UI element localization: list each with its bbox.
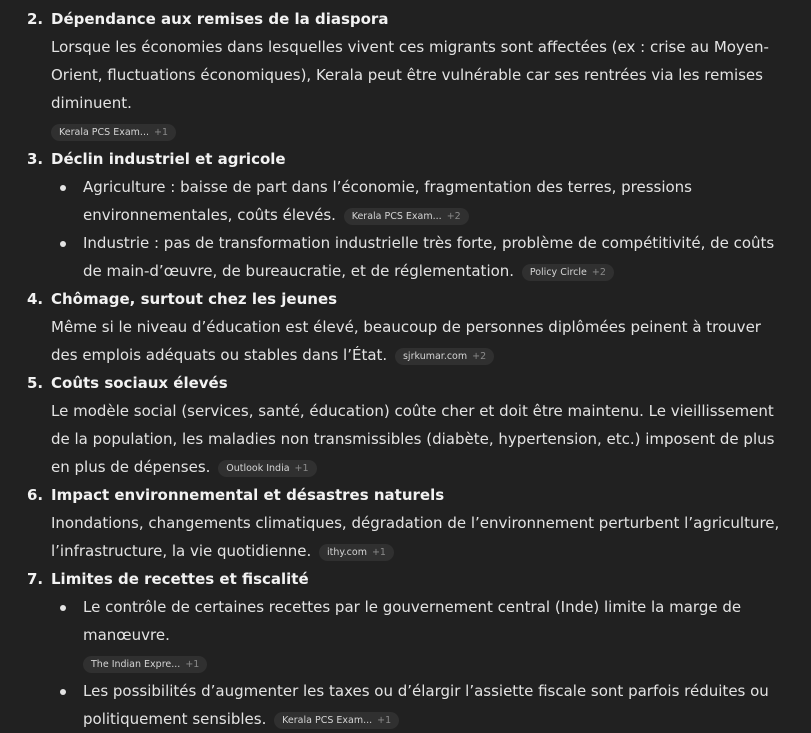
source-label: Kerala PCS Exam...	[59, 127, 149, 138]
list-item	[0, 565, 811, 733]
item-heading: Impact environnemental et désastres naturels	[51, 486, 445, 504]
list-item	[0, 145, 811, 285]
item-heading: Dépendance aux remises de la diaspora	[51, 10, 389, 28]
item-heading: Limites de recettes et fiscalité	[51, 570, 309, 588]
source-label: Policy Circle	[529, 267, 587, 278]
item-text: Le modèle social (services, santé, éducation) coûte cher et doit être maintenu. Le vieillissement de la population, les maladies non transmissibles (diabète, hypertension, etc.) imposent de plus en plus de dépenses. Outlook India +1	[51, 402, 775, 476]
bullet-text: Le contrôle de certaines recettes par le gouvernement central (Inde) limite la marge de manœuvre.	[83, 598, 742, 644]
bullet-list	[51, 593, 791, 733]
source-label: The Indian Expre...	[91, 659, 181, 670]
bullet-text: Les possibilités d’augmenter les taxes ou d’élargir l’assiette fiscale sont parfois réduites ou politiquement sensibles.	[83, 682, 769, 728]
bullet-list	[51, 173, 791, 285]
item-text: Même si le niveau d’éducation est élevé, beaucoup de personnes diplômées peinent à trouver des emplois adéquats ou stables dans l’État. sjrkumar.com +2	[51, 318, 761, 364]
bullet-dot	[60, 689, 66, 695]
item-number: 4.	[27, 290, 44, 308]
source-count: +1	[294, 463, 309, 474]
source-citation-pill[interactable]	[522, 264, 614, 281]
item-text: Inondations, changements climatiques, dégradation de l’environnement perturbent l’agriculture, l’infrastructure, la vie quotidienne. ithy.com +1	[51, 514, 780, 560]
item-number: 6.	[27, 486, 44, 504]
item-number: 7.	[27, 570, 44, 588]
source-count: +1	[153, 127, 168, 138]
bullet-item	[51, 677, 791, 733]
item-number: 2.	[27, 10, 44, 28]
list-item	[0, 481, 811, 565]
source-count: +2	[472, 351, 487, 362]
item-number: 3.	[27, 150, 44, 168]
source-label: Kerala PCS Exam...	[351, 211, 442, 222]
bullet-dot	[60, 241, 66, 247]
source-label: Kerala PCS Exam...	[282, 715, 373, 726]
source-citation-pill[interactable]	[51, 124, 176, 141]
source-citation-pill[interactable]	[395, 348, 494, 365]
bullet-text: Agriculture : baisse de part dans l’économie, fragmentation des terres, pressions environnementales, coûts élevés.	[83, 178, 692, 224]
list-item	[0, 5, 811, 145]
source-citation-pill[interactable]	[218, 460, 316, 477]
source-label: ithy.com	[327, 547, 367, 558]
source-label: sjrkumar.com	[402, 351, 468, 362]
item-number: 5.	[27, 374, 44, 392]
source-label: Outlook India	[226, 463, 290, 474]
source-count: +2	[446, 211, 461, 222]
source-citation-pill[interactable]	[274, 712, 399, 729]
item-heading: Déclin industriel et agricole	[51, 150, 286, 168]
source-row	[51, 117, 791, 145]
source-citation-pill[interactable]	[344, 208, 469, 225]
item-heading: Chômage, surtout chez les jeunes	[51, 290, 338, 308]
bullet-text: Industrie : pas de transformation industrielle très forte, problème de compétitivité, de coûts de main-d’œuvre, de bureaucratie, et de réglementation.	[83, 234, 775, 280]
bullet-dot	[60, 605, 66, 611]
source-count: +2	[591, 267, 606, 278]
bullet-item	[51, 593, 791, 677]
source-count: +1	[185, 659, 200, 670]
bullet-dot	[60, 185, 66, 191]
source-count: +1	[371, 547, 386, 558]
source-count: +1	[377, 715, 392, 726]
item-text: Lorsque les économies dans lesquelles vivent ces migrants sont affectées (ex : crise au Moyen-Orient, fluctuations économiques), Kerala peut être vulnérable car ses rentrées via les remises diminuent.	[51, 38, 769, 112]
source-citation-pill[interactable]	[319, 544, 394, 561]
item-heading: Coûts sociaux élevés	[51, 374, 228, 392]
source-citation-pill[interactable]	[83, 656, 207, 673]
list-item	[0, 285, 811, 369]
source-row	[83, 649, 791, 677]
list-item	[0, 369, 811, 481]
bullet-item	[51, 173, 791, 229]
bullet-item	[51, 229, 791, 285]
